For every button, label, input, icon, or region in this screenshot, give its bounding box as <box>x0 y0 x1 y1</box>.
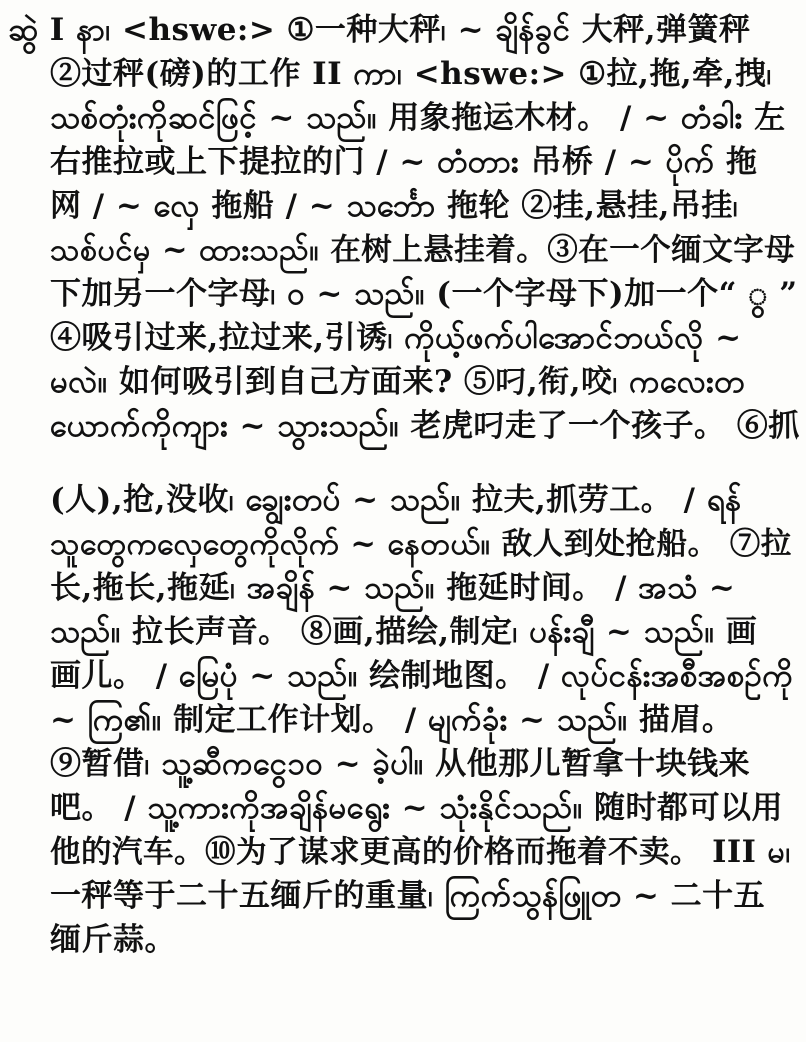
entry-line-21: 缅斤蒜。 <box>50 922 176 958</box>
entry-line-18: 吧。 / သူ့ကားကိုအချိန်မရွေး ~ သုံးနိုင်သည်။ 随时都可以用 <box>50 790 784 826</box>
entry-line-2: ②过秤(磅)的工作 II ကာ၊ <hswe:> ①拉,拖,牵,拽၊ <box>50 56 772 92</box>
entry-line-20: 一秤等于二十五缅斤的重量၊ ကြက်သွန်ဖြူတ ~ 二十五 <box>50 878 766 914</box>
entry-line-9: မလဲ။ 如何吸引到自己方面来? ⑤叼,衔,咬၊ ကလေးတ <box>50 364 745 400</box>
entry-line-17: ⑨暂借၊ သူ့ဆီကငွေ၁၀ ~ ခဲ့ပါ။ 从他那儿暂拿十块钱来 <box>50 746 751 782</box>
entry-line-10: ယောက်ကိုကျား ~ သွားသည်။ 老虎叼走了一个孩子。 ⑥抓 <box>50 408 800 444</box>
entry-line-11: (人),抢,没收၊ ချွေးတပ် ~ သည်။ 拉夫,抓劳工。 / ရန် <box>50 482 742 518</box>
entry-line-15: 画儿。 / မြေပုံ ~ သည်။ 绘制地图。 / လုပ်ငန်းအစီအစဉ်ကို <box>50 658 794 694</box>
entry-line-12: သူတွေကလှေတွေကိုလိုက် ~ နေတယ်။ 敌人到处抢船。 ⑦拉 <box>50 526 792 562</box>
entry-line-5: 网 / ~ လှေ 拖船 / ~ သင်္ဘော 拖轮 ②挂,悬挂,吊挂၊ <box>50 188 739 224</box>
entry-line-16: ~ ကြ၏။ 制定工作计划。 / မျက်ခုံး ~ သည်။ 描眉。 <box>50 702 734 738</box>
entry-line-3: သစ်တုံးကိုဆင်ဖြင့် ~ သည်။ 用象拖运木材。 / ~ တံခါး 左 <box>50 100 786 136</box>
entry-line-19: 他的汽车。⑩为了谋求更高的价格而拖着不卖。 III မ၊ <box>50 834 791 870</box>
entry-line-1: ဆွဲ I နာ၊ <hswe:> ①一种大秤၊ ~ ချိန်ခွင် 大秤,弹簧秤 <box>8 12 751 48</box>
entry-line-8: ④吸引过来,拉过来,引诱၊ ကိုယ့်ဖက်ပါအောင်ဘယ်လို ~ <box>50 320 742 356</box>
entry-line-14: သည်။ 拉长声音。 ⑧画,描绘,制定၊ ပန်းချီ ~ သည်။ 画 <box>50 614 758 650</box>
entry-line-4: 右推拉或上下提拉的门 / ~ တံတား 吊桥 / ~ ပိုက် 拖 <box>50 144 758 180</box>
entry-line-13: 长,拖长,拖延၊ အချိန် ~ သည်။ 拖延时间。 / အသံ ~ <box>50 570 736 606</box>
entry-line-7: 下加另一个字母၊ ဝ ~ သည်။ (一个字母下)加一个“ ွ ” <box>50 276 798 312</box>
entry-line-6: သစ်ပင်မှ ~ ထားသည်။ 在树上悬挂着。③在一个缅文字母 <box>50 232 796 268</box>
